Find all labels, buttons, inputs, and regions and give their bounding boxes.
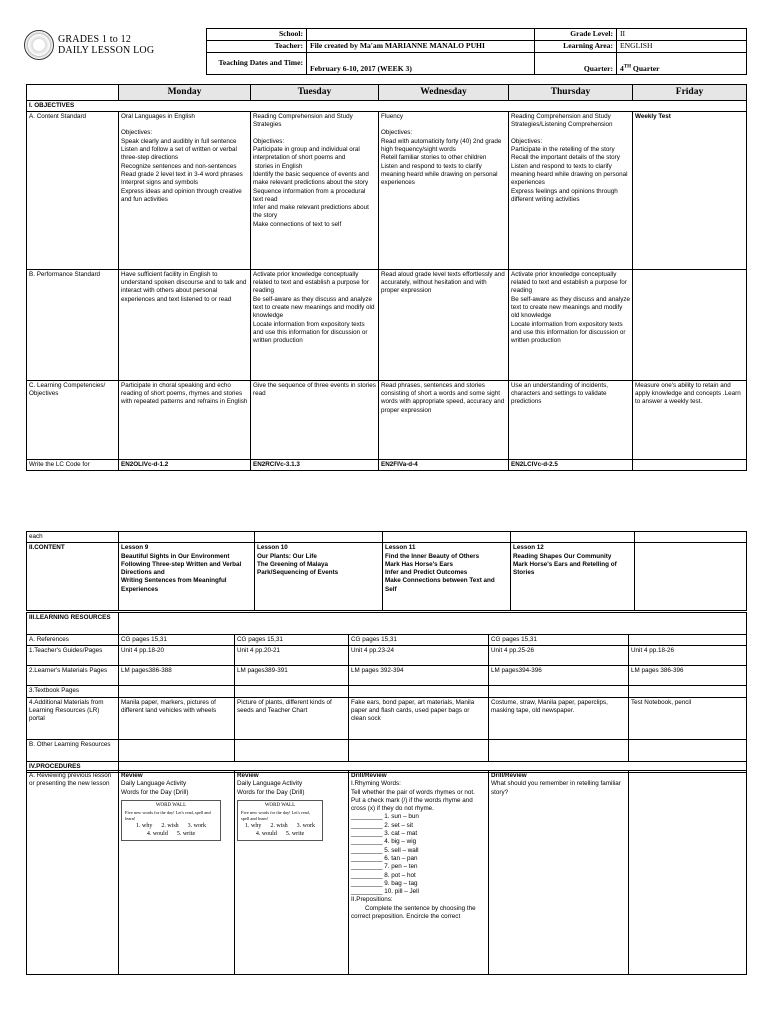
doc-title-line2: DAILY LESSON LOG xyxy=(58,45,155,56)
word-wall-words xyxy=(125,823,217,838)
text-line: Recognize sentences and non-sentences xyxy=(121,162,237,170)
content-friday xyxy=(635,543,747,611)
resource-row-learners-materials xyxy=(27,666,747,686)
text-line: Participate in group and individual oral interpretation of short poems and xyxy=(253,146,362,162)
reviewing-tuesday xyxy=(235,771,349,975)
content-standard-label: A. Content Standard xyxy=(27,111,119,269)
word-wall-instruction: Five new words for the day! Let's read, spell and learn! xyxy=(125,810,211,821)
text-line: Tell whether the pair of words rhymes or not. Put a check mark (/) if the words rhyme and cross (x) if they do not rhyme. xyxy=(351,788,477,813)
reviewing-thursday-lines xyxy=(491,780,626,797)
word-wall-title: WORD WALL xyxy=(155,802,187,808)
learning-area-label: Learning Area: xyxy=(535,41,617,53)
text-line: Reading Comprehension and Study Strategies xyxy=(253,112,355,129)
text-line: Read with automaticity forty (40) 2nd grade high frequency/sight words xyxy=(381,137,504,154)
text-line: Our Plants: Our Life xyxy=(257,552,317,560)
text-line: Locate information from expository texts and use this information for discussion or written production xyxy=(253,320,370,345)
word-wall-word: 1. why xyxy=(244,823,262,830)
reviewing-monday-lines xyxy=(121,780,232,797)
text-line: Activate prior knowledge conceptually related to text and establish a purpose for reading xyxy=(511,270,629,295)
text-line: Express ideas and opinion through creative and fun activities xyxy=(121,187,244,203)
lc-code-label-cont: each xyxy=(27,532,119,543)
lc-code-thursday: EN2LCIVc-d-2.5 xyxy=(509,459,633,470)
resource-cell: Unit 4 pp.18-20 xyxy=(119,646,235,666)
text-line: Make Connections between Text and Self xyxy=(385,577,497,593)
resource-cell: CG pages 15,31 xyxy=(349,635,489,646)
reviewing-tuesday-head: Review xyxy=(237,772,259,779)
resources-table xyxy=(26,612,747,773)
day-header-wednesday: Wednesday xyxy=(379,85,509,101)
competencies-thursday xyxy=(509,380,633,459)
reviewing-thursday xyxy=(489,771,629,975)
rhyming-item: _________ 6. tan – pan xyxy=(351,854,418,862)
text-line: Listen and respond to texts to clarify meaning heard while drawing on personal experiences xyxy=(381,162,500,187)
resource-cell: CG pages 15,31 xyxy=(119,635,235,646)
content-monday xyxy=(119,543,255,611)
doc-title-line1: GRADES 1 to 12 xyxy=(58,34,132,45)
content-table xyxy=(26,531,747,611)
reviewing-wednesday-tail xyxy=(351,896,486,921)
word-wall-image xyxy=(121,800,221,841)
word-wall-word: 4. would xyxy=(146,830,168,837)
competencies-wednesday xyxy=(379,380,509,459)
text-line: Participate in choral speaking and echo reading of short poems, rhymes and stories with repeated patterns and refrains in English xyxy=(121,381,248,406)
text-line: Measure one's ability to retain and apply knowledge and concepts .Learn to answer a weekly test. xyxy=(635,381,743,406)
reviewing-tuesday-lines xyxy=(237,780,346,797)
word-wall-word: 3. work xyxy=(187,823,207,830)
procedures-table xyxy=(26,770,747,975)
text-line: Daily Language Activity xyxy=(121,780,187,788)
text-line: The Greening of Malaya xyxy=(257,560,329,568)
text-line xyxy=(635,271,744,279)
text-line xyxy=(511,129,630,137)
rhyming-item: _________ 9. bag – tag xyxy=(351,879,418,887)
text-line: Be self-aware as they discuss and analyze text to create new meanings and modify old knowledge xyxy=(253,295,377,320)
quarter-label: Quarter: xyxy=(535,53,617,75)
text-line: Sequence information from a procedural text read xyxy=(253,187,368,203)
text-line: Writing Sentences from Meaningful Experiences xyxy=(121,577,229,593)
competencies-label: C. Learning Competencies/ Objectives xyxy=(27,380,119,459)
resource-cell: CG pages 15,31 xyxy=(489,635,629,646)
text-line: Fluency xyxy=(381,112,404,120)
rhyming-item: _________ 10. pill – Jell xyxy=(351,888,419,896)
text-line: Find the Inner Beauty of Others xyxy=(385,552,480,560)
resource-cell: Manila paper, markers, pictures of different land vehicles with wheels xyxy=(119,697,235,739)
lc-code-wednesday: EN2FIVa-d-4 xyxy=(379,459,509,470)
rhyming-item: _________ 4. big – wig xyxy=(351,838,417,846)
objectives-table xyxy=(26,84,747,471)
resource-cell: LM pages386-388 xyxy=(119,666,235,686)
resource-cell: LM pages 386-396 xyxy=(629,666,747,686)
text-line: Identify the basic sequence of events and make relevant predictions about the story xyxy=(253,170,371,187)
text-line: Retell familiar stories to other children xyxy=(381,154,487,162)
resource-cell: Unit 4 pp.20-21 xyxy=(235,646,349,666)
content-wednesday xyxy=(383,543,511,611)
text-line: Mark Horse's Ears and Retelling of Stories xyxy=(513,560,619,577)
section-objectives: I. OBJECTIVES xyxy=(27,100,747,111)
lc-code-monday: EN2OLIVc-d-1.2 xyxy=(119,459,251,470)
text-line: Activate prior knowledge conceptually related to text and establish a purpose for reading xyxy=(253,270,371,295)
text-line: Infer and make relevant predictions about the story xyxy=(253,204,371,220)
resource-row-additional-materials xyxy=(27,697,747,739)
text-line: Lesson 10 xyxy=(257,544,288,552)
text-line: Participate in the retelling of the story xyxy=(511,146,615,154)
lc-code-label: Write the LC Code for xyxy=(27,459,119,470)
text-line: Words for the Day (Drill) xyxy=(237,788,305,796)
day-header-tuesday: Tuesday xyxy=(251,85,379,101)
text-line xyxy=(381,121,506,129)
word-wall-word: 1. why xyxy=(135,823,153,830)
resource-row-other xyxy=(27,739,747,761)
grade-level-label: Grade Level: xyxy=(535,29,617,41)
resource-row-textbook xyxy=(27,686,747,697)
day-header-monday: Monday xyxy=(119,85,251,101)
text-line: Following Three-step Written and Verbal Directions and xyxy=(121,560,243,577)
text-line: Objectives: xyxy=(253,137,285,145)
reviewing-friday xyxy=(629,771,747,975)
text-line: Words for the Day (Drill) xyxy=(121,788,189,796)
resource-cell: Unit 4 pp.18-26 xyxy=(629,646,747,666)
rhyming-item: _________ 5. sell – wall xyxy=(351,846,419,854)
word-wall-word: 5. write xyxy=(176,830,196,837)
text-line: Read aloud grade level texts effortlessly and accurately, without hesitation and with proper expression xyxy=(381,270,507,295)
text-line: Read grade 2 level text in 3-4 word phrases xyxy=(121,170,243,178)
text-line: Locate information from expository texts and use this information for discussion or written production xyxy=(511,320,628,345)
text-line: Speak clearly and audibly in full sentence xyxy=(121,137,237,145)
day-header-friday: Friday xyxy=(633,85,747,101)
text-line: Daily Language Activity xyxy=(237,780,303,788)
text-line: Listen and follow a set of written or verbal three-step directions xyxy=(121,146,239,162)
resource-cell: Unit 4 pp.23-24 xyxy=(349,646,489,666)
text-line xyxy=(121,121,248,129)
text-line: Give the sequence of three events in stories read xyxy=(253,381,378,398)
rhyming-item: _________ 8. pot – hot xyxy=(351,871,416,879)
word-wall-image xyxy=(237,800,323,841)
text-line: Infer and Predict Outcomes xyxy=(385,569,468,577)
text-line: Weekly Test xyxy=(635,112,671,120)
school-label: School: xyxy=(207,29,307,41)
rhyming-item: _________ 7. pen – ten xyxy=(351,863,418,871)
text-line: Lesson 11 xyxy=(385,544,416,552)
text-line: stories in English xyxy=(253,162,303,170)
procedures-label: IV.PROCEDURES xyxy=(27,761,119,772)
reviewing-thursday-head: Drill/Review xyxy=(491,772,527,779)
deped-seal-logo xyxy=(24,30,54,60)
resource-cell: LM pages 392-394 xyxy=(349,666,489,686)
competencies-tuesday xyxy=(251,380,379,459)
text-line: Complete the sentence by choosing the correct preposition. Encircle the correct xyxy=(351,904,478,921)
performance-standard-wednesday xyxy=(379,269,509,380)
text-line: Express feelings and opinions through different writing activities xyxy=(511,187,620,203)
competencies-friday xyxy=(633,380,747,459)
resource-label: 3.Textbook Pages xyxy=(27,686,119,697)
resource-label: B. Other Learning Resources xyxy=(27,739,119,761)
word-wall-instruction: Five new words for the day! Let's read, spell and learn! xyxy=(241,810,310,821)
content-standard-monday xyxy=(119,111,251,269)
content-label: II.CONTENT xyxy=(27,543,119,611)
word-wall-word: 4. would xyxy=(255,830,277,837)
performance-standard-tuesday xyxy=(251,269,379,380)
text-line: Use an understanding of incidents, characters and settings to validate predictions xyxy=(511,381,610,406)
text-line: Interpret signs and symbols xyxy=(121,179,198,187)
content-tuesday xyxy=(255,543,383,611)
text-line: Objectives: xyxy=(511,137,543,145)
text-line: Park/Sequencing of Events xyxy=(257,569,339,577)
text-line: Objectives: xyxy=(121,129,153,137)
reviewing-wednesday-lines xyxy=(351,780,486,813)
resource-cell xyxy=(629,635,747,646)
resource-cell: Test Notebook, pencil xyxy=(629,697,747,739)
word-wall-word: 2. wish xyxy=(270,823,288,830)
text-line: Be self-aware as they discuss and analyze text to create new meanings and modify old knowledge xyxy=(511,295,632,320)
grade-level-value: II xyxy=(617,29,747,41)
corner-cell xyxy=(27,85,119,101)
resource-cell: LM pages394-396 xyxy=(489,666,629,686)
resource-label: 1.Teacher's Guides/Pages xyxy=(27,646,119,666)
text-line: Recall the important details of the story xyxy=(511,154,620,162)
word-wall-words xyxy=(241,823,319,838)
resource-cell: LM pages389-391 xyxy=(235,666,349,686)
lc-code-friday xyxy=(633,459,747,470)
competencies-monday xyxy=(119,380,251,459)
resource-label: 2.Learner's Materials Pages xyxy=(27,666,119,686)
resource-cell: Costume, straw, Manila paper, paperclips, masking tape, old newspaper. xyxy=(489,697,629,739)
content-standard-friday xyxy=(633,111,747,269)
text-line xyxy=(253,129,376,137)
text-line: Oral Languages in English xyxy=(121,112,195,120)
text-line: Reading Shapes Our Community xyxy=(513,552,612,560)
word-wall-title: WORD WALL xyxy=(264,802,296,808)
text-line: Lesson 12 xyxy=(513,544,544,552)
resource-label: 4.Additional Materials from Learning Resources (LR) portal xyxy=(27,697,119,739)
reviewing-wednesday xyxy=(349,771,489,975)
rhyming-items xyxy=(351,813,486,896)
text-line: Objectives: xyxy=(381,129,413,137)
text-line: Mark Has Horse's Ears xyxy=(385,560,454,568)
reviewing-wednesday-head: Drill/Review xyxy=(351,772,387,779)
text-line: Lesson 9 xyxy=(121,544,149,552)
resource-cell: Fake ears, bond paper, art materials, Manila paper and flash cards, used paper bags or clean sock xyxy=(349,697,489,739)
performance-standard-friday xyxy=(633,269,747,380)
text-line: Beautiful Sights in Our Environment xyxy=(121,552,230,560)
teacher-value: File created by Ma'am MARIANNE MANALO PUHI xyxy=(307,41,535,53)
resource-row-teachers-guide xyxy=(27,646,747,666)
lc-code-tuesday: EN2RCIVc-3.1.3 xyxy=(251,459,379,470)
content-thursday xyxy=(511,543,635,611)
text-line: Listen and respond to texts to clarify meaning heard while drawing on personal experiences xyxy=(511,162,630,187)
text-line: Make connections of text to self xyxy=(253,220,342,228)
text-line xyxy=(637,544,744,552)
quarter-value: 4TH Quarter xyxy=(617,53,747,75)
resource-cell: Unit 4 pp.25-26 xyxy=(489,646,629,666)
text-line: Read phrases, sentences and stories consisting of short a words and some sight words with appropriate speed, accuracy and proper expression xyxy=(381,381,506,414)
resources-label: III.LEARNING RESOURCES xyxy=(27,613,119,635)
resource-label: A. References xyxy=(27,635,119,646)
performance-standard-monday xyxy=(119,269,251,380)
rhyming-item: _________ 1. sun – bun xyxy=(351,813,419,821)
rhyming-item: _________ 3. cat – mat xyxy=(351,830,418,838)
learning-area-value: ENGLISH xyxy=(617,41,747,53)
school-value xyxy=(307,29,535,41)
text-line: Reading Comprehension and Study Strategies/Listening Comprehension xyxy=(511,112,613,129)
teacher-label: Teacher: xyxy=(207,41,307,53)
resource-row-references xyxy=(27,635,747,646)
teaching-dates-value: February 6-10, 2017 (WEEK 3) xyxy=(307,53,535,75)
word-wall-word: 5. write xyxy=(285,830,305,837)
resource-cell: Picture of plants, different kinds of seeds and Teacher Chart xyxy=(235,697,349,739)
reviewing-label: A. Reviewing previous lesson or presenting the new lesson xyxy=(27,771,119,975)
performance-standard-thursday xyxy=(509,269,633,380)
content-standard-wednesday xyxy=(379,111,509,269)
text-line: I.Rhyming Words: xyxy=(351,780,401,788)
word-wall-word: 3. work xyxy=(296,823,316,830)
rhyming-item: _________ 2. set – sit xyxy=(351,821,413,829)
header-info-table xyxy=(206,28,747,75)
content-standard-tuesday xyxy=(251,111,379,269)
performance-standard-label: B. Performance Standard xyxy=(27,269,119,380)
resource-cell: CG pages 15,31 xyxy=(235,635,349,646)
teaching-dates-label: Teaching Dates and Time: xyxy=(207,53,307,75)
reviewing-monday-head: Review xyxy=(121,772,143,779)
day-header-thursday: Thursday xyxy=(509,85,633,101)
text-line: II.Prepositions: xyxy=(351,896,393,904)
content-standard-thursday xyxy=(509,111,633,269)
text-line: Have sufficient facility in English to understand spoken discourse and to talk and interact with others about personal experiences and text listened to or read xyxy=(121,270,249,303)
text-line: What should you remember in retelling familiar story? xyxy=(491,780,623,796)
reviewing-monday xyxy=(119,771,235,975)
word-wall-word: 2. wish xyxy=(161,823,179,830)
